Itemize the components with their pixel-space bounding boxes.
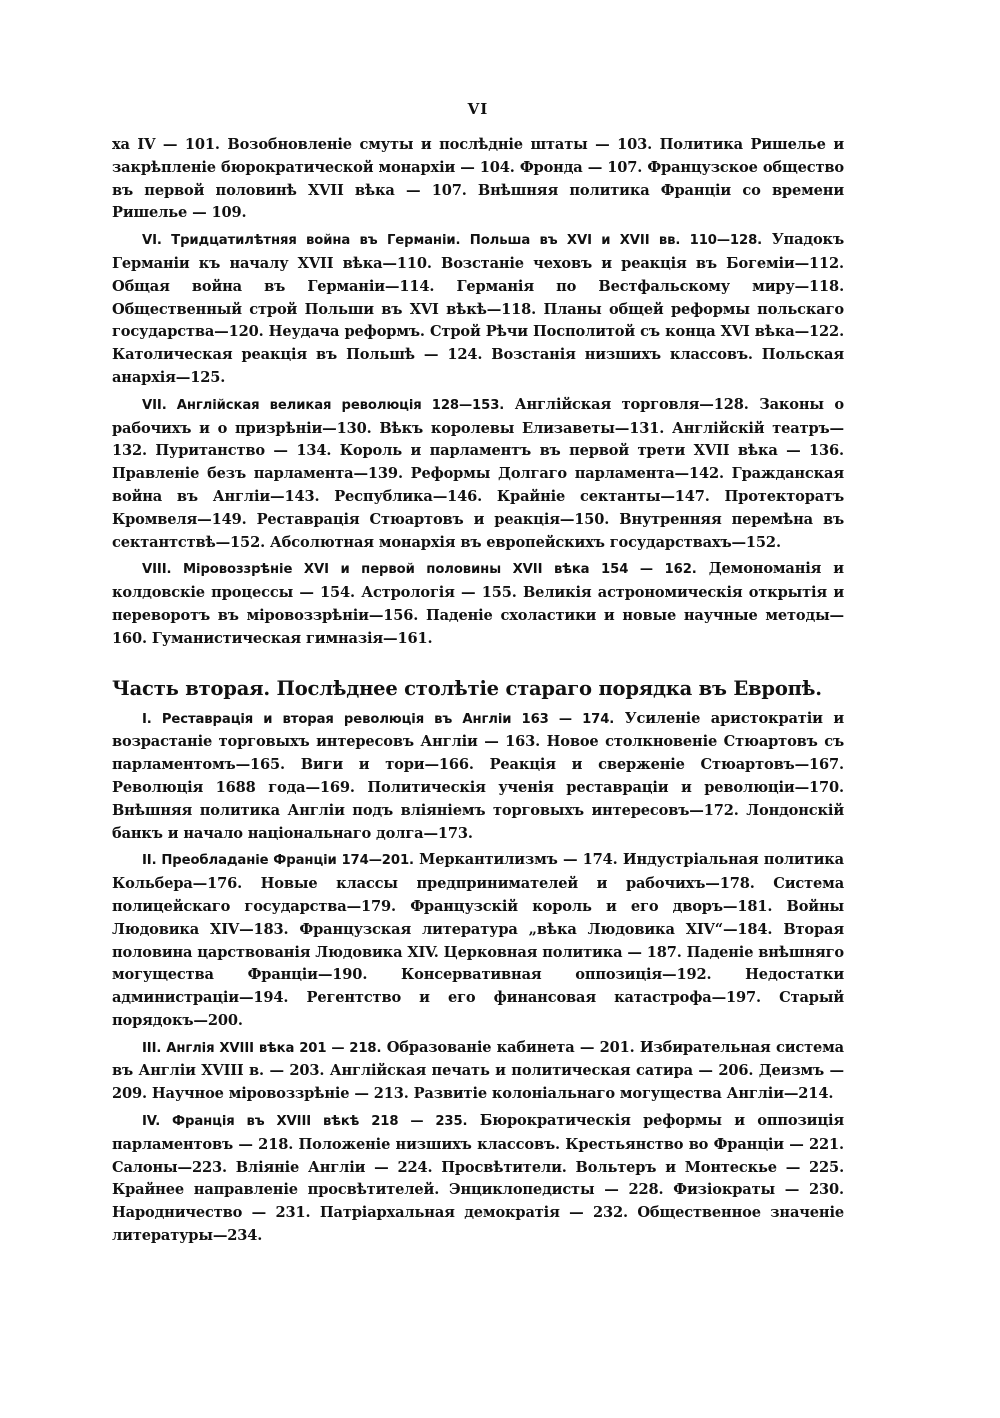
paragraph-text: Демономанія и колдовскіе процессы — 154. Астрологія — 155. Великія астрономическія открытія и переворотъ въ міровоззрѣніи—156. Паденіе схоластики и новые научные методы—160. Гуманистическая гимназія—161. bbox=[112, 560, 844, 647]
paragraph-continuation bbox=[112, 134, 844, 225]
part2-chapter-2-entry bbox=[112, 849, 844, 1032]
chapter-heading: VIII. Міровоззрѣніе XVI и первой половины XVII вѣка 154 — 162. bbox=[142, 562, 697, 578]
paragraph-text: Упадокъ Германіи къ началу XVII вѣка—110. Возстаніе чеховъ и реакція въ Богеміи—112. Общая война въ Германіи—114. Германія по Вестфальскому миру—118. Общественный строй Польши въ XVI вѣкѣ—118. Планы общей реформы польскаго государства—120. Неудача реформъ. Строй Рѣчи Посполитой съ конца XVI вѣка—122. Католическая реакція въ Польшѣ — 124. Возстанія низшихъ классовъ. Польская анархія—125. bbox=[112, 231, 844, 386]
chapter-7-entry bbox=[112, 394, 844, 555]
part2-chapter-3-entry bbox=[112, 1037, 844, 1106]
book-page bbox=[112, 100, 844, 1360]
chapter-heading: I. Реставрація и вторая революція въ Англіи 163 — 174. bbox=[142, 711, 615, 727]
part2-chapter-4-entry bbox=[112, 1110, 844, 1248]
chapter-8-entry bbox=[112, 558, 844, 650]
paragraph-text: ха IV — 101. Возобновленіе смуты и послѣдніе штаты — 103. Политика Ришелье и закрѣпленіе бюрократической монархіи — 104. Фронда — 107. Французское общество въ первой половинѣ XVII вѣка — 107. Внѣшняя политика Франціи со времени Ришелье — 109. bbox=[112, 136, 844, 222]
page-number: VI bbox=[467, 100, 489, 118]
paragraph-text: Меркантилизмъ — 174. Индустріальная политика Кольбера—176. Новые классы предпринимателей и рабочихъ—178. Система полицейскаго государства—179. Французскій король и его дворъ—181. Войны Людовика XIV—183. Французская литература „вѣка Людовика XIV“—184. Вторая половина царствованія Людовика XIV. Церковная политика — 187. Паденіе внѣшняго могущества Франціи—190. Консервативная оппозиція—192. Недостатки администраціи—194. Регентство и его финансовая катастрофа—197. Старый порядокъ—200. bbox=[112, 851, 844, 1029]
chapter-heading: IV. Франція въ XVIII вѣкѣ 218 — 235. bbox=[142, 1114, 468, 1130]
paragraph-text: Бюрократическія реформы и оппозиція парламентовъ — 218. Положеніе низшихъ классовъ. Крестьянство во Франціи — 221. Салоны—223. Вліяніе Англіи — 224. Просвѣтители. Вольтеръ и Монтескье — 225. Крайнее направленіе просвѣтителей. Энциклопедисты — 228. Физіократы — 230. Народничество — 231. Патріархальная демократія — 232. Общественное значеніе литературы—234. bbox=[112, 1112, 845, 1245]
paragraph-text: Образованіе кабинета — 201. Избирательная система въ Англіи XVIII в. — 203. Англійская печать и политическая сатира — 206. Деизмъ — 209. Научное міровоззрѣніе — 213. Развитіе колоніальнаго могущества Англіи—214. bbox=[112, 1038, 844, 1103]
chapter-6-entry bbox=[112, 229, 844, 390]
paragraph-text: Англійская торговля—128. Законы о рабочихъ и о призрѣніи—130. Вѣкъ королевы Елизаветы—131. Англійскій театръ—132. Пуританство — 134. Король и парламентъ въ первой трети XVII вѣка — 136. Правленіе безъ парламента—139. Реформы Долгаго парламента—142. Гражданская война въ Англіи—143. Республика—146. Крайніе сектанты—147. Протекторатъ Кромвеля—149. Реставрація Стюартовъ и реакція—150. Внутренняя перемѣна въ сектантствѣ—152. Абсолютная монархія въ европейскихъ государствахъ—152. bbox=[112, 395, 845, 551]
chapter-heading: II. Преобладаніе Франціи 174—201. bbox=[142, 853, 414, 869]
chapter-heading: VII. Англійская великая революція 128—153. bbox=[142, 397, 505, 413]
part-two-title: Часть вторая. Послѣднее столѣтіе стараго порядка въ Европѣ. bbox=[112, 676, 822, 700]
part2-chapter-1-entry bbox=[112, 708, 844, 846]
chapter-heading: VI. Тридцатилѣтняя война въ Германіи. Польша въ XVI и XVII вв. 110—128. bbox=[142, 233, 763, 249]
paragraph-text: Усиленіе аристократіи и возрастаніе торговыхъ интересовъ Англіи — 163. Новое столкновеніе Стюартовъ съ парламентомъ—165. Виги и тори—166. Реакція и сверженіе Стюартовъ—167. Революція 1688 года—169. Политическія ученія реставраціи и революціи—170. Внѣшняя политика Англіи подъ вліяніемъ торговыхъ интересовъ—172. Лондонскій банкъ и начало національнаго долга—173. bbox=[112, 709, 844, 842]
chapter-heading: III. Англія XVIII вѣка 201 — 218. bbox=[142, 1040, 382, 1056]
